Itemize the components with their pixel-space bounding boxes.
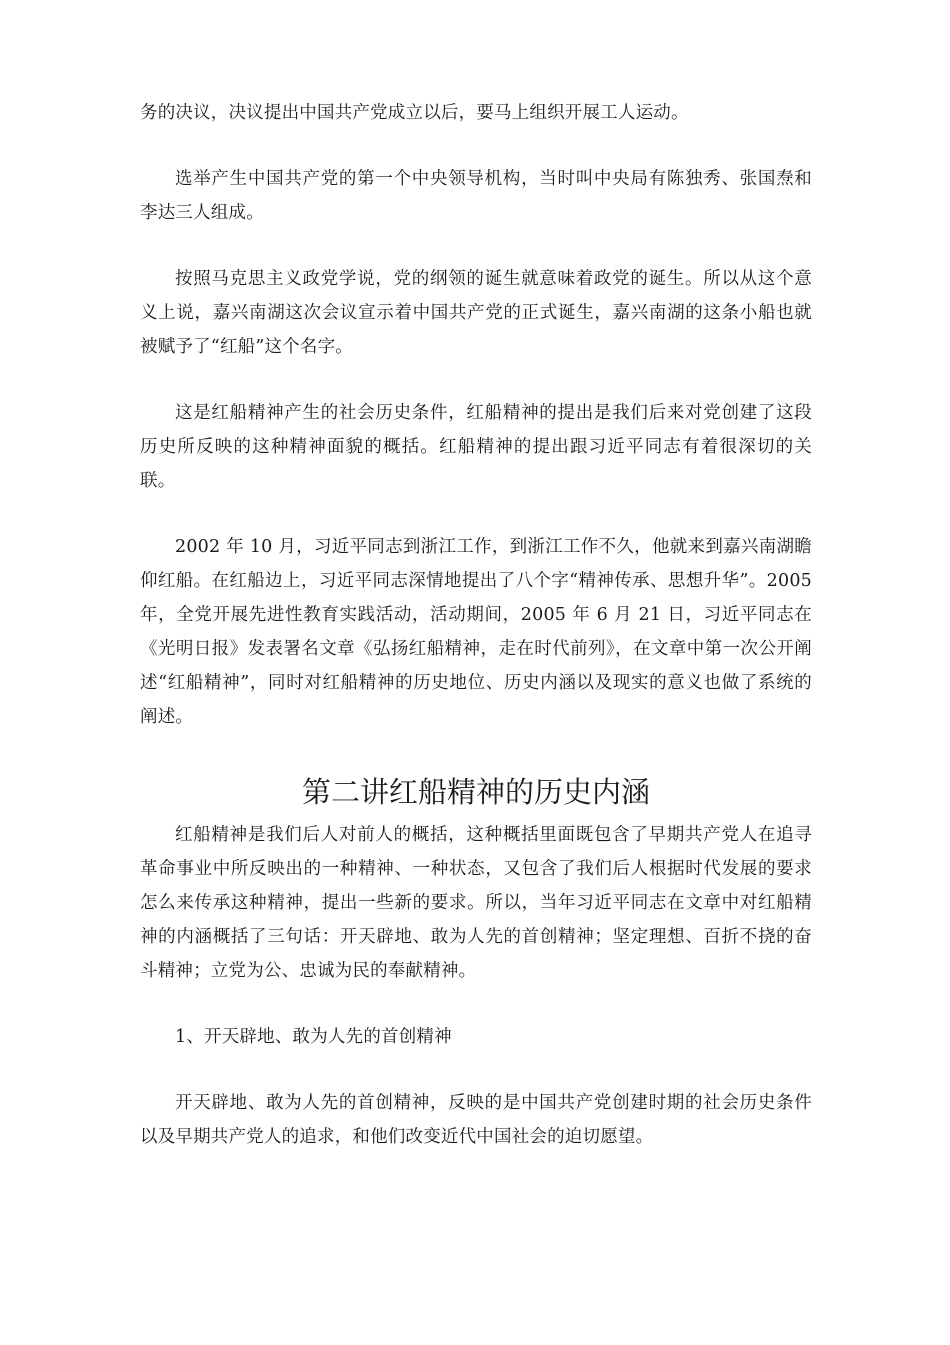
paragraph-pioneering-spirit: 开天辟地、敢为人先的首创精神，反映的是中国共产党创建时期的社会历史条件以及早期共产党人的追求，和他们改变近代中国社会的迫切愿望。 xyxy=(140,1093,812,1147)
paragraph-party-birth: 按照马克思主义政党学说，党的纲领的诞生就意味着政党的诞生。所以从这个意义上说，嘉兴南湖这次会议宣示着中国共产党的正式诞生，嘉兴南湖的这条小船也就被赋予了“红船”这个名字。 xyxy=(140,269,812,357)
paragraph-central-bureau: 选举产生中国共产党的第一个中央领导机构，当时叫中央局有陈独秀、张国焘和李达三人组成。 xyxy=(140,169,812,223)
subheading-pioneering-spirit: 1、开天辟地、敢为人先的首创精神 xyxy=(175,1027,452,1047)
document-page xyxy=(140,96,812,1154)
section-heading: 第二讲红船精神的历史内涵 xyxy=(301,775,650,809)
paragraph-spirit-summary: 红船精神是我们后人对前人的概括，这种概括里面既包含了早期共产党人在追寻革命事业中所反映出的一种精神、一种状态，又包含了我们后人根据时代发展的要求怎么来传承这种精神，提出一些新的要求。所以，当年习近平同志在文章中对红船精神的内涵概括了三句话：开天辟地、敢为人先的首创精神；坚定理想、百折不挠的奋斗精神；立党为公、忠诚为民的奉献精神。 xyxy=(140,825,812,981)
paragraph-continuation: 务的决议，决议提出中国共产党成立以后，要马上组织开展工人运动。 xyxy=(140,103,689,123)
paragraph-xi-zhejiang: 2002 年 10 月，习近平同志到浙江工作，到浙江工作不久，他就来到嘉兴南湖瞻仰红船。在红船边上，习近平同志深情地提出了八个字“精神传承、思想升华”。2005 年，全党开展先进性教育实践活动，活动期间，2005 年 6 月 21 日，习近平同志在《光明日报》发表署名文章《弘扬红船精神，走在时代前列》，在文章中第一次公开阐述“红船精神”，同时对红船精神的历史地位、历史内涵以及现实的意义也做了系统的阐述。 xyxy=(140,537,812,727)
paragraph-historical-conditions: 这是红船精神产生的社会历史条件，红船精神的提出是我们后来对党创建了这段历史所反映的这种精神面貌的概括。红船精神的提出跟习近平同志有着很深切的关联。 xyxy=(140,403,812,491)
